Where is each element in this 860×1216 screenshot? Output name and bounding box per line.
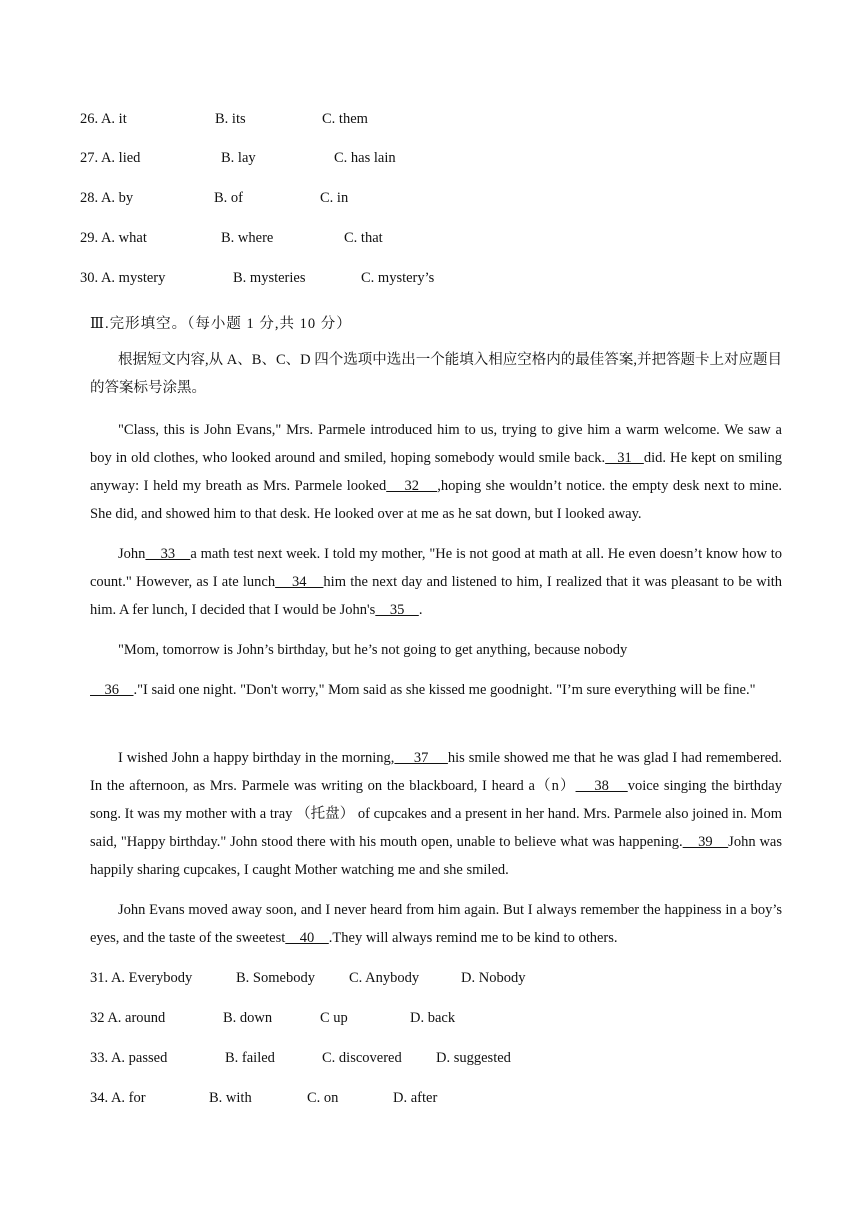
section-heading: Ⅲ.完形填空。（每小题 1 分,共 10 分）: [90, 316, 352, 332]
option-line-26: [80, 109, 480, 129]
passage-text: John was happily sharing cupcakes, I caught Mother watching me and she smiled.: [90, 834, 782, 878]
blank-32: 32: [386, 478, 438, 494]
option-d: D. back: [410, 1010, 456, 1026]
option-a: 34. A. for: [90, 1090, 146, 1106]
blank-36: 36: [90, 682, 134, 698]
instructions: [90, 346, 782, 402]
passage-paragraph-5: [90, 896, 782, 952]
option-b: B. where: [221, 230, 274, 246]
passage-text: voice singing the birthday song. It was my mother with a tray （托盘） of cupcakes and a present in her hand. Mrs. Parmele also joined in. Mom said, "Happy birthday." John stood there with his mouth open, unable to believe what was happening.: [90, 778, 782, 850]
blank-35: 35: [375, 602, 419, 618]
passage-paragraph-2: [90, 540, 782, 624]
passage-text: John Evans moved away soon, and I never heard from him again. But I always remember the happiness in a boy’s eyes, and the taste of the sweetest: [90, 902, 782, 946]
option-d: D. after: [393, 1090, 438, 1106]
option-c: C. them: [322, 111, 368, 127]
passage-text: ,hoping she wouldn’t notice. the empty desk next to mine. She did, and showed him to that desk. He looked over at me as he sat down, but I looked away.: [90, 478, 783, 522]
option-d: D. suggested: [436, 1050, 511, 1066]
option-b: B. lay: [221, 150, 256, 166]
option-c: C up: [320, 1010, 348, 1026]
passage-paragraph-1: [90, 416, 782, 528]
option-a: 33. A. passed: [90, 1050, 168, 1066]
option-b: B. failed: [225, 1050, 275, 1066]
passage-text: did. He kept on smiling anyway: I held my breath as Mrs. Parmele looked: [90, 450, 782, 494]
option-c: C. on: [307, 1090, 339, 1106]
option-b: B. down: [223, 1010, 273, 1026]
option-d: D. Nobody: [461, 970, 526, 986]
option-line-28: [80, 188, 480, 208]
option-line-29: [80, 228, 480, 248]
passage-paragraph-4: [90, 744, 782, 884]
option-a: 27. A. lied: [80, 150, 141, 166]
option-b: B. Somebody: [236, 970, 315, 986]
option-a: 32 A. around: [90, 1010, 166, 1026]
option-line-34: [90, 1088, 590, 1108]
passage-text: .: [418, 602, 423, 618]
option-a: 31. A. Everybody: [90, 970, 193, 986]
passage-text: his smile showed me that he was glad I had remembered. In the afternoon, as Mrs. Parmele was writing on the blackboard, I heard a（n）: [90, 750, 782, 794]
passage-paragraph-3-line1: [90, 636, 782, 664]
blank-34: 34: [275, 574, 324, 590]
option-c: C. has lain: [334, 150, 396, 166]
option-c: C. in: [320, 190, 349, 206]
passage-text: John: [118, 546, 146, 562]
option-c: C. Anybody: [349, 970, 420, 986]
option-c: C. discovered: [322, 1050, 402, 1066]
passage-text: "Class, this is John Evans," Mrs. Parmele introduced him to us, trying to give him a warm welcome. We saw a boy in old clothes, who looked around and smiled, hoping somebody would smile back.: [90, 422, 782, 466]
option-a: 29. A. what: [80, 230, 147, 246]
blank-31: 31: [605, 450, 644, 466]
option-a: 28. A. by: [80, 190, 134, 206]
passage-paragraph-3-line2: [90, 676, 782, 704]
option-line-31: [90, 968, 590, 988]
option-b: B. mysteries: [233, 270, 306, 286]
option-line-27: [80, 148, 480, 168]
option-a: 26. A. it: [80, 111, 127, 127]
blank-37: 37: [394, 750, 448, 766]
passage-text: "Mom, tomorrow is John’s birthday, but he’s not going to get anything, because nobody: [118, 642, 628, 658]
passage-text: .They will always remind me to be kind to others.: [328, 930, 618, 946]
option-b: B. of: [214, 190, 243, 206]
option-line-33: [90, 1048, 590, 1068]
option-line-32: [90, 1008, 590, 1028]
blank-38: 38: [575, 778, 628, 794]
blank-33: 33: [145, 546, 191, 562]
passage-text: a math test next week. I told my mother, "He is not good at math at all. He even doesn’t know how to count." However, as I ate lunch: [90, 546, 782, 590]
blank-39: 39: [682, 834, 729, 850]
option-b: B. with: [209, 1090, 252, 1106]
passage-text: ."I said one night. "Don't worry," Mom said as she kissed me goodnight. "I’m sure everything will be fine.": [133, 682, 756, 698]
option-c: C. that: [344, 230, 383, 246]
option-b: B. its: [215, 111, 246, 127]
option-line-30: [80, 268, 480, 288]
blank-40: 40: [285, 930, 329, 946]
instructions-text: 根据短文内容,从 A、B、C、D 四个选项中选出一个能填入相应空格内的最佳答案,并把答题卡上对应题目的答案标号涂黑。: [90, 352, 782, 396]
option-c: C. mystery’s: [361, 270, 435, 286]
option-a: 30. A. mystery: [80, 270, 166, 286]
passage-text: him the next day and listened to him, I realized that it was pleasant to be with him. A fer lunch, I decided that I would be John's: [90, 574, 783, 618]
passage-text: I wished John a happy birthday in the morning,: [118, 750, 395, 766]
